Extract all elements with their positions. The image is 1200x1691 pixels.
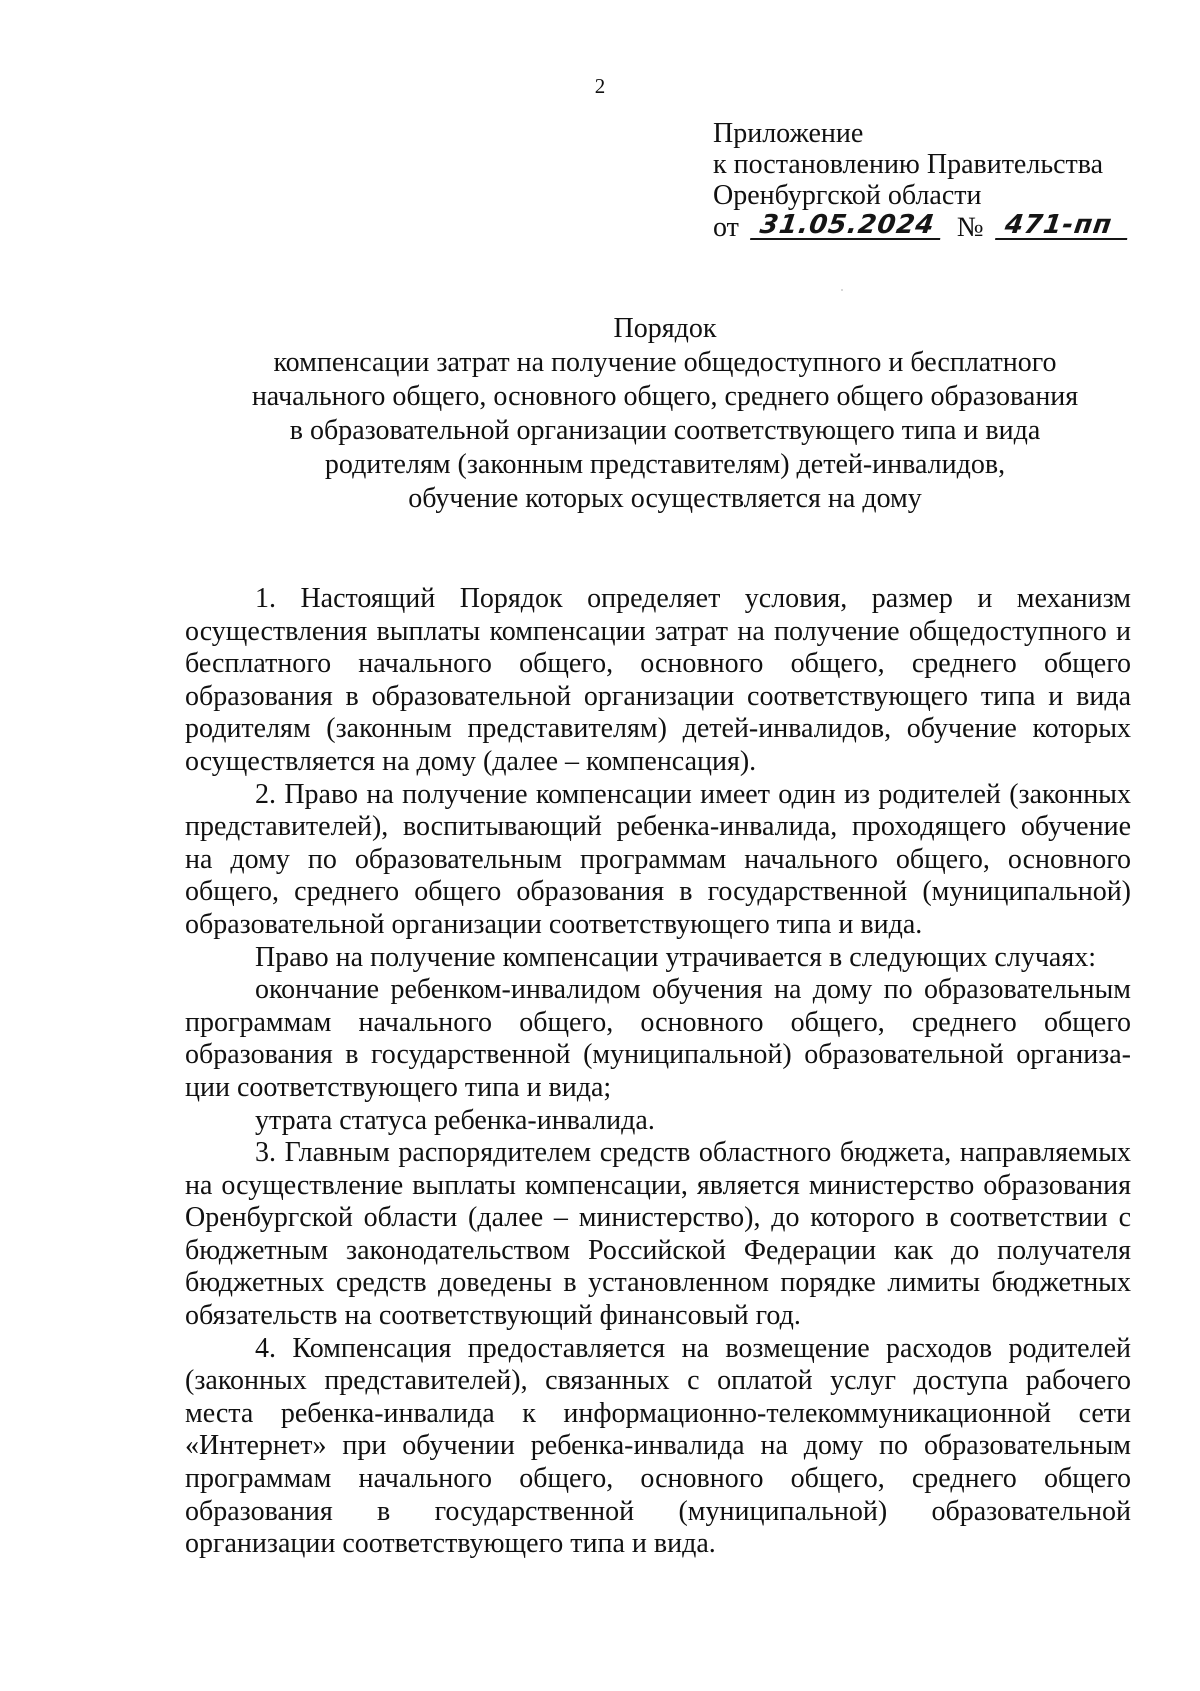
appendix-line-1: Приложение [713,118,864,149]
paragraph-4: 4. Компенсация предоставляется на возмещение расходов родителей (законных представителей), связанных с оплатой услуг доступа рабочего места ребенка-инвалида к информационно-телекоммуникационной сети «Интернет» при обучении ребенка-инвалида на дому по образовательным программам начального общего, основного общего, среднего общего образования в государственной (муниципальной) образовательной организации соответствующего типа и вида. [185,1332,1131,1560]
appendix-line-2: к постановлению Правительства [713,149,1104,180]
handwritten-number: 471-пп [995,212,1131,240]
paragraph-2-case-1: окончание ребенком-инвалидом обучения на дому по образовательным программам начального общего, основного общего, среднего общего образования в государственной (муниципальной) образовательной организации соответствующего типа и вида; [185,974,1131,1103]
document-subtitle [180,346,1150,516]
appendix-line-3: Оренбургской области [713,180,982,211]
paragraph-1: 1. Настоящий Порядок определяет условия, размер и механизм осуществления выплаты компенсации затрат на получение общедоступного и бесплатного начального общего, основного общего, среднего общего образования в образовательной организации соответствующего типа и вида родителям (законным представителям) детей-инвалидов, обучение которых осуществляется на дому (далее – компенсация). [185,583,1131,777]
subtitle-line: в образовательной организации соответствующего типа и вида [289,415,1041,446]
paragraph-3: 3. Главным распорядителем средств областного бюджета, направляемых на осуществление выплаты компенсации, является министерство образования Оренбургской области (далее – министерство), до которого в соответствии с бюджетным законодательством Российской Федерации как до получателя бюджетных средств доведены в установленном порядке лимиты бюджетных обязательств на соответствующий финансовый год. [185,1137,1131,1332]
date-prefix: от [713,212,739,243]
paragraph-2: 2. Право на получение компенсации имеет один из родителей (законных представителей), воспитывающий ребенка-инвалида, проходящего обучение на дому по образовательным программам начального общего, основного общего, среднего общего образования в государственной (муниципальной) образовательной организации соответствующего типа и вида. [185,778,1131,940]
appendix-date-number-line [713,212,1153,243]
paragraph-2-loss-intro: Право на получение компенсации утрачивается в следующих случаях: [255,941,1096,973]
page-number: 2 [594,74,606,98]
document-title: Порядок [613,313,717,344]
scan-speck [841,289,843,291]
number-sign: № [956,212,984,243]
subtitle-line: компенсации затрат на получение общедоступного и бесплатного [273,347,1057,378]
subtitle-line: начального общего, основного общего, среднего общего образования [251,381,1079,412]
handwritten-date: 31.05.2024 [750,212,944,240]
appendix-block [713,118,1153,243]
subtitle-line: родителям (законным представителям) детей-инвалидов, [324,449,1006,480]
paragraph-2-case-2: утрата статуса ребенка-инвалида. [255,1104,655,1136]
subtitle-line: обучение которых осуществляется на дому [408,483,922,514]
document-body [185,583,1131,1561]
